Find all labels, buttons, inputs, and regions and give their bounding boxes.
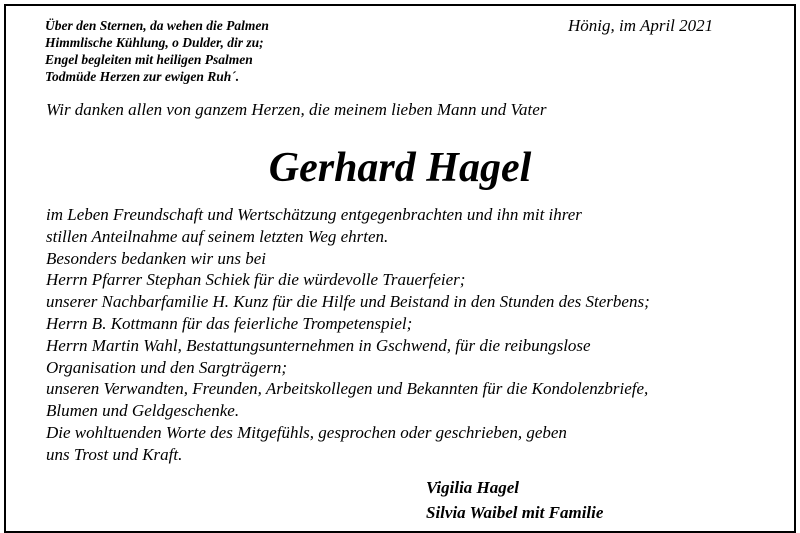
body-line: stillen Anteilnahme auf seinem letzten Weg ehrten. bbox=[46, 226, 389, 246]
body-line: unseren Verwandten, Freunden, Arbeitskollegen und Bekannten für die Kondolenzbriefe, bbox=[46, 379, 649, 399]
body-line: Die wohltuenden Worte des Mitgefühls, gesprochen oder geschrieben, geben bbox=[46, 422, 567, 442]
body-line: Herrn Pfarrer Stephan Schiek für die würdevolle Trauerfeier; bbox=[46, 270, 466, 290]
signature-name: Vigilia Hagel bbox=[426, 478, 520, 497]
poem-line: Über den Sternen, da wehen die Palmen bbox=[45, 18, 269, 33]
body-line: uns Trost und Kraft. bbox=[46, 444, 183, 464]
poem-line: Todmüde Herzen zur ewigen Ruh´. bbox=[45, 69, 240, 84]
body-line: Herrn Martin Wahl, Bestattungsunternehmen in Gschwend, für die reibungslose bbox=[46, 335, 591, 355]
thanks-body bbox=[46, 204, 650, 466]
body-line: im Leben Freundschaft und Wertschätzung entgegenbrachten und ihn mit ihrer bbox=[46, 205, 582, 224]
body-line: unserer Nachbarfamilie H. Kunz für die Hilfe und Beistand in den Stunden des Sterbens; bbox=[46, 292, 650, 312]
body-line: Besonders bedanken wir uns bei bbox=[46, 248, 267, 268]
body-line: Blumen und Geldgeschenke. bbox=[46, 401, 240, 421]
body-line: Herrn B. Kottmann für das feierliche Trompetenspiel; bbox=[46, 313, 413, 333]
signature-block bbox=[426, 475, 603, 525]
place-date: Hönig, im April 2021 bbox=[568, 16, 714, 35]
deceased-name: Gerhard Hagel bbox=[268, 145, 532, 191]
poem-line: Himmlische Kühlung, o Dulder, dir zu; bbox=[45, 35, 264, 50]
body-line: Organisation und den Sargträgern; bbox=[46, 357, 287, 377]
poem-line: Engel begleiten mit heiligen Psalmen bbox=[45, 52, 253, 67]
signature-name: Silvia Waibel mit Familie bbox=[426, 503, 604, 522]
intro-text: Wir danken allen von ganzem Herzen, die meinem lieben Mann und Vater bbox=[46, 100, 547, 119]
poem-block bbox=[45, 17, 269, 85]
